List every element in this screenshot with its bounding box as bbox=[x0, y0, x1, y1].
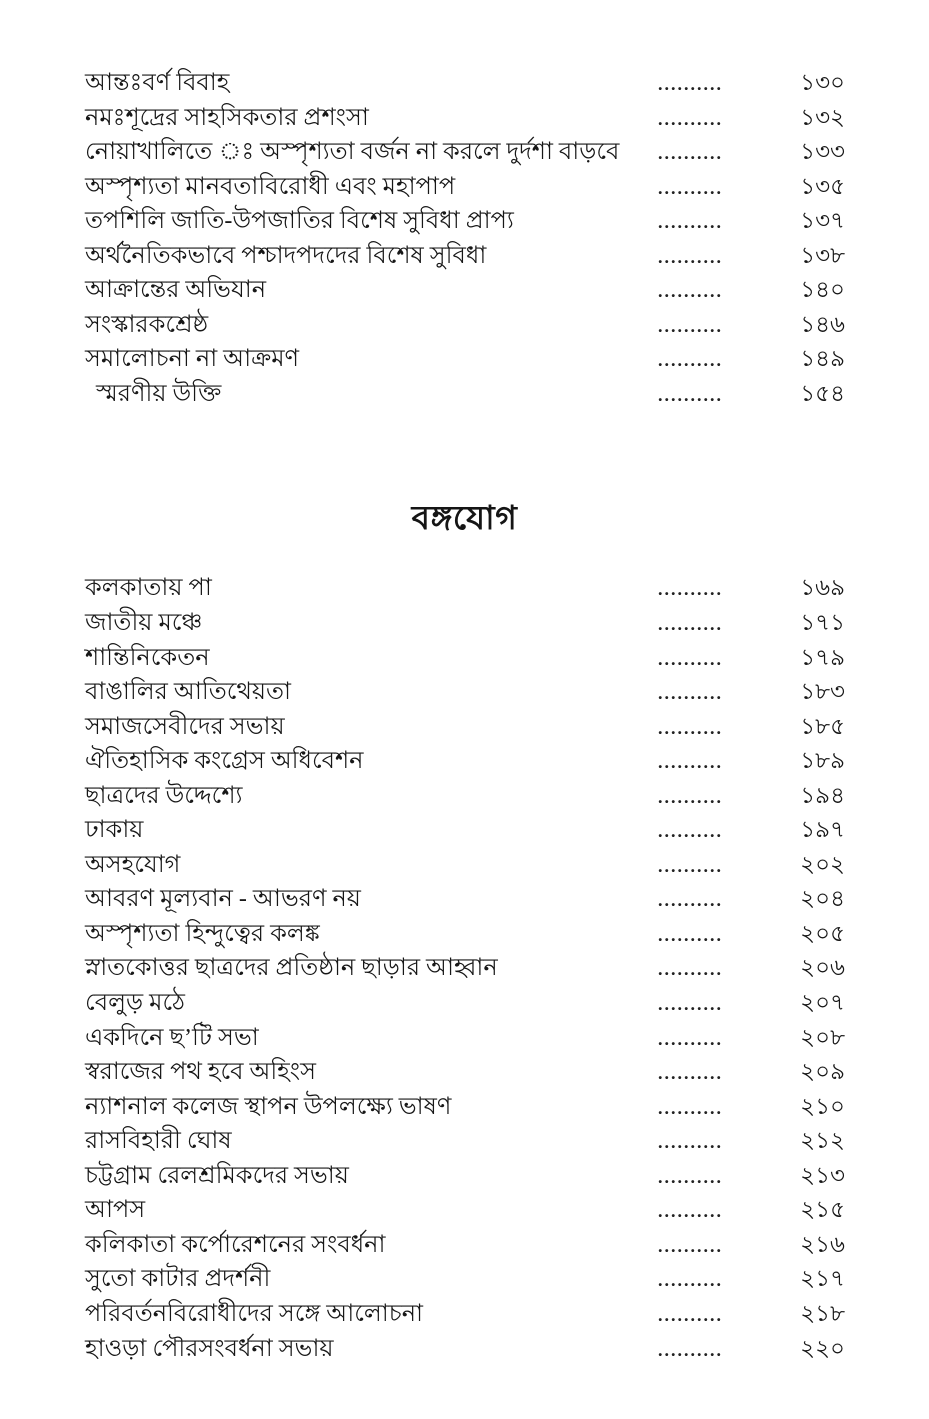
page-number: ২০৯ bbox=[800, 1059, 845, 1085]
entry-title: সুতো কাটার প্রদর্শনী bbox=[85, 1266, 271, 1293]
toc-row bbox=[0, 1124, 929, 1159]
page-number: ২২০ bbox=[800, 1335, 845, 1361]
toc-row bbox=[0, 710, 929, 745]
leader-dots: .......... bbox=[658, 143, 723, 164]
page-number: ১৭৯ bbox=[800, 644, 845, 670]
toc-row bbox=[0, 917, 929, 952]
toc-row bbox=[0, 135, 929, 170]
page-number: ২০৭ bbox=[800, 990, 845, 1016]
entry-title: ছাত্রদের উদ্দেশ্যে bbox=[85, 782, 243, 809]
leader-dots: .......... bbox=[658, 717, 723, 738]
page-number: ২১৫ bbox=[800, 1197, 845, 1223]
page-number: ১৩৩ bbox=[800, 139, 845, 165]
toc-row bbox=[0, 1159, 929, 1194]
page-number: ২০৬ bbox=[800, 955, 845, 981]
toc-row bbox=[0, 675, 929, 710]
leader-dots: .......... bbox=[658, 177, 723, 198]
leader-dots: .......... bbox=[658, 648, 723, 669]
entry-title: ন্যাশনাল কলেজ স্থাপন উপলক্ষ্যে ভাষণ bbox=[85, 1093, 452, 1120]
entry-title: ঢাকায় bbox=[85, 817, 144, 844]
entry-title: শান্তিনিকেতন bbox=[85, 644, 210, 671]
entry-title: আবরণ মূল্যবান - আভরণ নয় bbox=[85, 886, 361, 913]
leader-dots: .......... bbox=[658, 1201, 723, 1222]
leader-dots: .......... bbox=[658, 350, 723, 371]
leader-dots: .......... bbox=[658, 924, 723, 945]
page-number: ২১০ bbox=[800, 1093, 845, 1119]
toc-row bbox=[0, 813, 929, 848]
page-number: ১৬৯ bbox=[800, 575, 845, 601]
page-number: ১৮৯ bbox=[800, 748, 845, 774]
toc-row bbox=[0, 1297, 929, 1332]
toc-row bbox=[0, 342, 929, 377]
toc-row bbox=[0, 882, 929, 917]
entry-title: ঐতিহাসিক কংগ্রেস অধিবেশন bbox=[85, 748, 364, 775]
leader-dots: .......... bbox=[658, 890, 723, 911]
leader-dots: .......... bbox=[658, 1132, 723, 1153]
toc-row bbox=[0, 1090, 929, 1125]
toc-row bbox=[0, 377, 929, 412]
page-number: ২১২ bbox=[800, 1128, 845, 1154]
leader-dots: .......... bbox=[658, 74, 723, 94]
page-number: ১৪০ bbox=[800, 277, 845, 303]
toc-row bbox=[0, 66, 929, 101]
entry-title: সমালোচনা না আক্রমণ bbox=[85, 346, 300, 373]
entry-title: চট্টগ্রাম রেলশ্রমিকদের সভায় bbox=[85, 1162, 349, 1189]
toc-row bbox=[0, 606, 929, 641]
page-number: ১৩৫ bbox=[800, 173, 845, 199]
entry-title: আক্রান্তের অভিযান bbox=[85, 277, 267, 304]
toc-row bbox=[0, 641, 929, 676]
entry-title: বেলুড় মঠে bbox=[85, 990, 185, 1017]
toc-section bbox=[0, 0, 929, 411]
toc-row bbox=[0, 1262, 929, 1297]
entry-title: অস্পৃশ্যতা মানবতাবিরোধী এবং মহাপাপ bbox=[85, 173, 456, 200]
leader-dots: .......... bbox=[658, 108, 723, 129]
toc-row bbox=[0, 779, 929, 814]
toc-row bbox=[0, 101, 929, 136]
page-number: ২১৬ bbox=[800, 1231, 845, 1257]
page-number: ১৮৩ bbox=[800, 679, 845, 705]
leader-dots: .......... bbox=[658, 1166, 723, 1187]
page-number: ১৩৮ bbox=[800, 242, 845, 268]
leader-dots: .......... bbox=[658, 384, 723, 405]
leader-dots: .......... bbox=[658, 614, 723, 635]
leader-dots: .......... bbox=[658, 1235, 723, 1256]
toc-row bbox=[0, 951, 929, 986]
entry-title: অসহযোগ bbox=[85, 851, 181, 878]
toc-row bbox=[0, 170, 929, 205]
page-number: ১৪৯ bbox=[800, 346, 845, 372]
entry-title: পরিবর্তনবিরোধীদের সঙ্গে আলোচনা bbox=[85, 1300, 423, 1327]
toc-row bbox=[0, 308, 929, 343]
toc-row bbox=[0, 1332, 929, 1367]
entry-title: স্নাতকোত্তর ছাত্রদের প্রতিষ্ঠান ছাড়ার আহ্বান bbox=[85, 955, 498, 982]
section-heading: বঙ্গযোগ bbox=[411, 501, 518, 538]
entry-title: সংস্কারকশ্রেষ্ঠ bbox=[85, 311, 209, 338]
page-number: ১৩০ bbox=[800, 70, 845, 95]
leader-dots: .......... bbox=[658, 1304, 723, 1325]
entry-title: কলিকাতা কর্পোরেশনের সংবর্ধনা bbox=[85, 1231, 386, 1258]
toc-row bbox=[0, 986, 929, 1021]
leader-dots: .......... bbox=[658, 281, 723, 302]
entry-title: বাঙালির আতিথেয়তা bbox=[85, 679, 291, 706]
leader-dots: .......... bbox=[658, 315, 723, 336]
entry-title: সমাজসেবীদের সভায় bbox=[85, 713, 285, 740]
entry-title: তপশিলি জাতি-উপজাতির বিশেষ সুবিধা প্রাপ্য bbox=[85, 208, 514, 235]
entry-title: স্মরণীয় উক্তি bbox=[96, 380, 222, 407]
entry-title: একদিনে ছ’টি সভা bbox=[85, 1024, 259, 1051]
page-number: ২০৮ bbox=[800, 1024, 845, 1050]
toc-row bbox=[0, 1021, 929, 1056]
leader-dots: .......... bbox=[658, 959, 723, 980]
entry-title: হাওড়া পৌরসংবর্ধনা সভায় bbox=[85, 1335, 334, 1362]
entry-title: কলকাতায় পা bbox=[85, 575, 212, 602]
toc-row bbox=[0, 848, 929, 883]
page-number: ১৫৪ bbox=[800, 380, 845, 406]
leader-dots: .......... bbox=[658, 1063, 723, 1084]
toc-section bbox=[0, 497, 929, 1366]
entry-title: নোয়াখালিতে ঃ অস্পৃশ্যতা বর্জন না করলে দুর্দশা বাড়বে bbox=[85, 139, 620, 166]
page-number: ২১৭ bbox=[800, 1266, 845, 1292]
page-number: ১৩৭ bbox=[800, 208, 845, 234]
entry-title: স্বরাজের পথ হবে অহিংস bbox=[85, 1059, 316, 1086]
leader-dots: .......... bbox=[658, 855, 723, 876]
toc-row bbox=[0, 1193, 929, 1228]
leader-dots: .......... bbox=[658, 786, 723, 807]
leader-dots: .......... bbox=[658, 246, 723, 267]
entry-title: অস্পৃশ্যতা হিন্দুত্বের কলঙ্ক bbox=[85, 920, 320, 947]
page-number: ২০৫ bbox=[800, 920, 845, 946]
entry-title: জাতীয় মঞ্চে bbox=[85, 610, 203, 637]
leader-dots: .......... bbox=[658, 1097, 723, 1118]
page-number: ২১৮ bbox=[800, 1300, 845, 1326]
leader-dots: .......... bbox=[658, 1028, 723, 1049]
leader-dots: .......... bbox=[658, 212, 723, 233]
toc-row bbox=[0, 1055, 929, 1090]
toc-row bbox=[0, 1228, 929, 1263]
page-number: ২০৪ bbox=[800, 886, 845, 912]
leader-dots: .......... bbox=[658, 994, 723, 1015]
page-number: ২১৩ bbox=[800, 1162, 845, 1188]
page-number: ১৭১ bbox=[800, 610, 845, 636]
entry-title: নমঃশূদ্রের সাহসিকতার প্রশংসা bbox=[85, 104, 369, 131]
toc-row bbox=[0, 744, 929, 779]
leader-dots: .......... bbox=[658, 1339, 723, 1360]
leader-dots: .......... bbox=[658, 752, 723, 773]
page-number: ১৯৪ bbox=[800, 782, 845, 808]
toc-row bbox=[0, 571, 929, 606]
leader-dots: .......... bbox=[658, 579, 723, 600]
page-number: ২০২ bbox=[800, 851, 845, 877]
leader-dots: .......... bbox=[658, 821, 723, 842]
entry-title: অর্থনৈতিকভাবে পশ্চাদপদদের বিশেষ সুবিধা bbox=[85, 242, 487, 269]
page-number: ১৮৫ bbox=[800, 713, 845, 739]
page-number: ১৪৬ bbox=[800, 311, 845, 337]
page-number: ১৯৭ bbox=[800, 817, 845, 843]
page-number: ১৩২ bbox=[800, 104, 845, 130]
toc-row bbox=[0, 273, 929, 308]
leader-dots: .......... bbox=[658, 683, 723, 704]
leader-dots: .......... bbox=[658, 1270, 723, 1291]
toc-row bbox=[0, 239, 929, 274]
entry-title: আন্তঃবর্ণ বিবাহ bbox=[85, 70, 230, 96]
entry-title: রাসবিহারী ঘোষ bbox=[85, 1128, 232, 1155]
toc-row bbox=[0, 204, 929, 239]
entry-title: আপস bbox=[85, 1197, 146, 1224]
